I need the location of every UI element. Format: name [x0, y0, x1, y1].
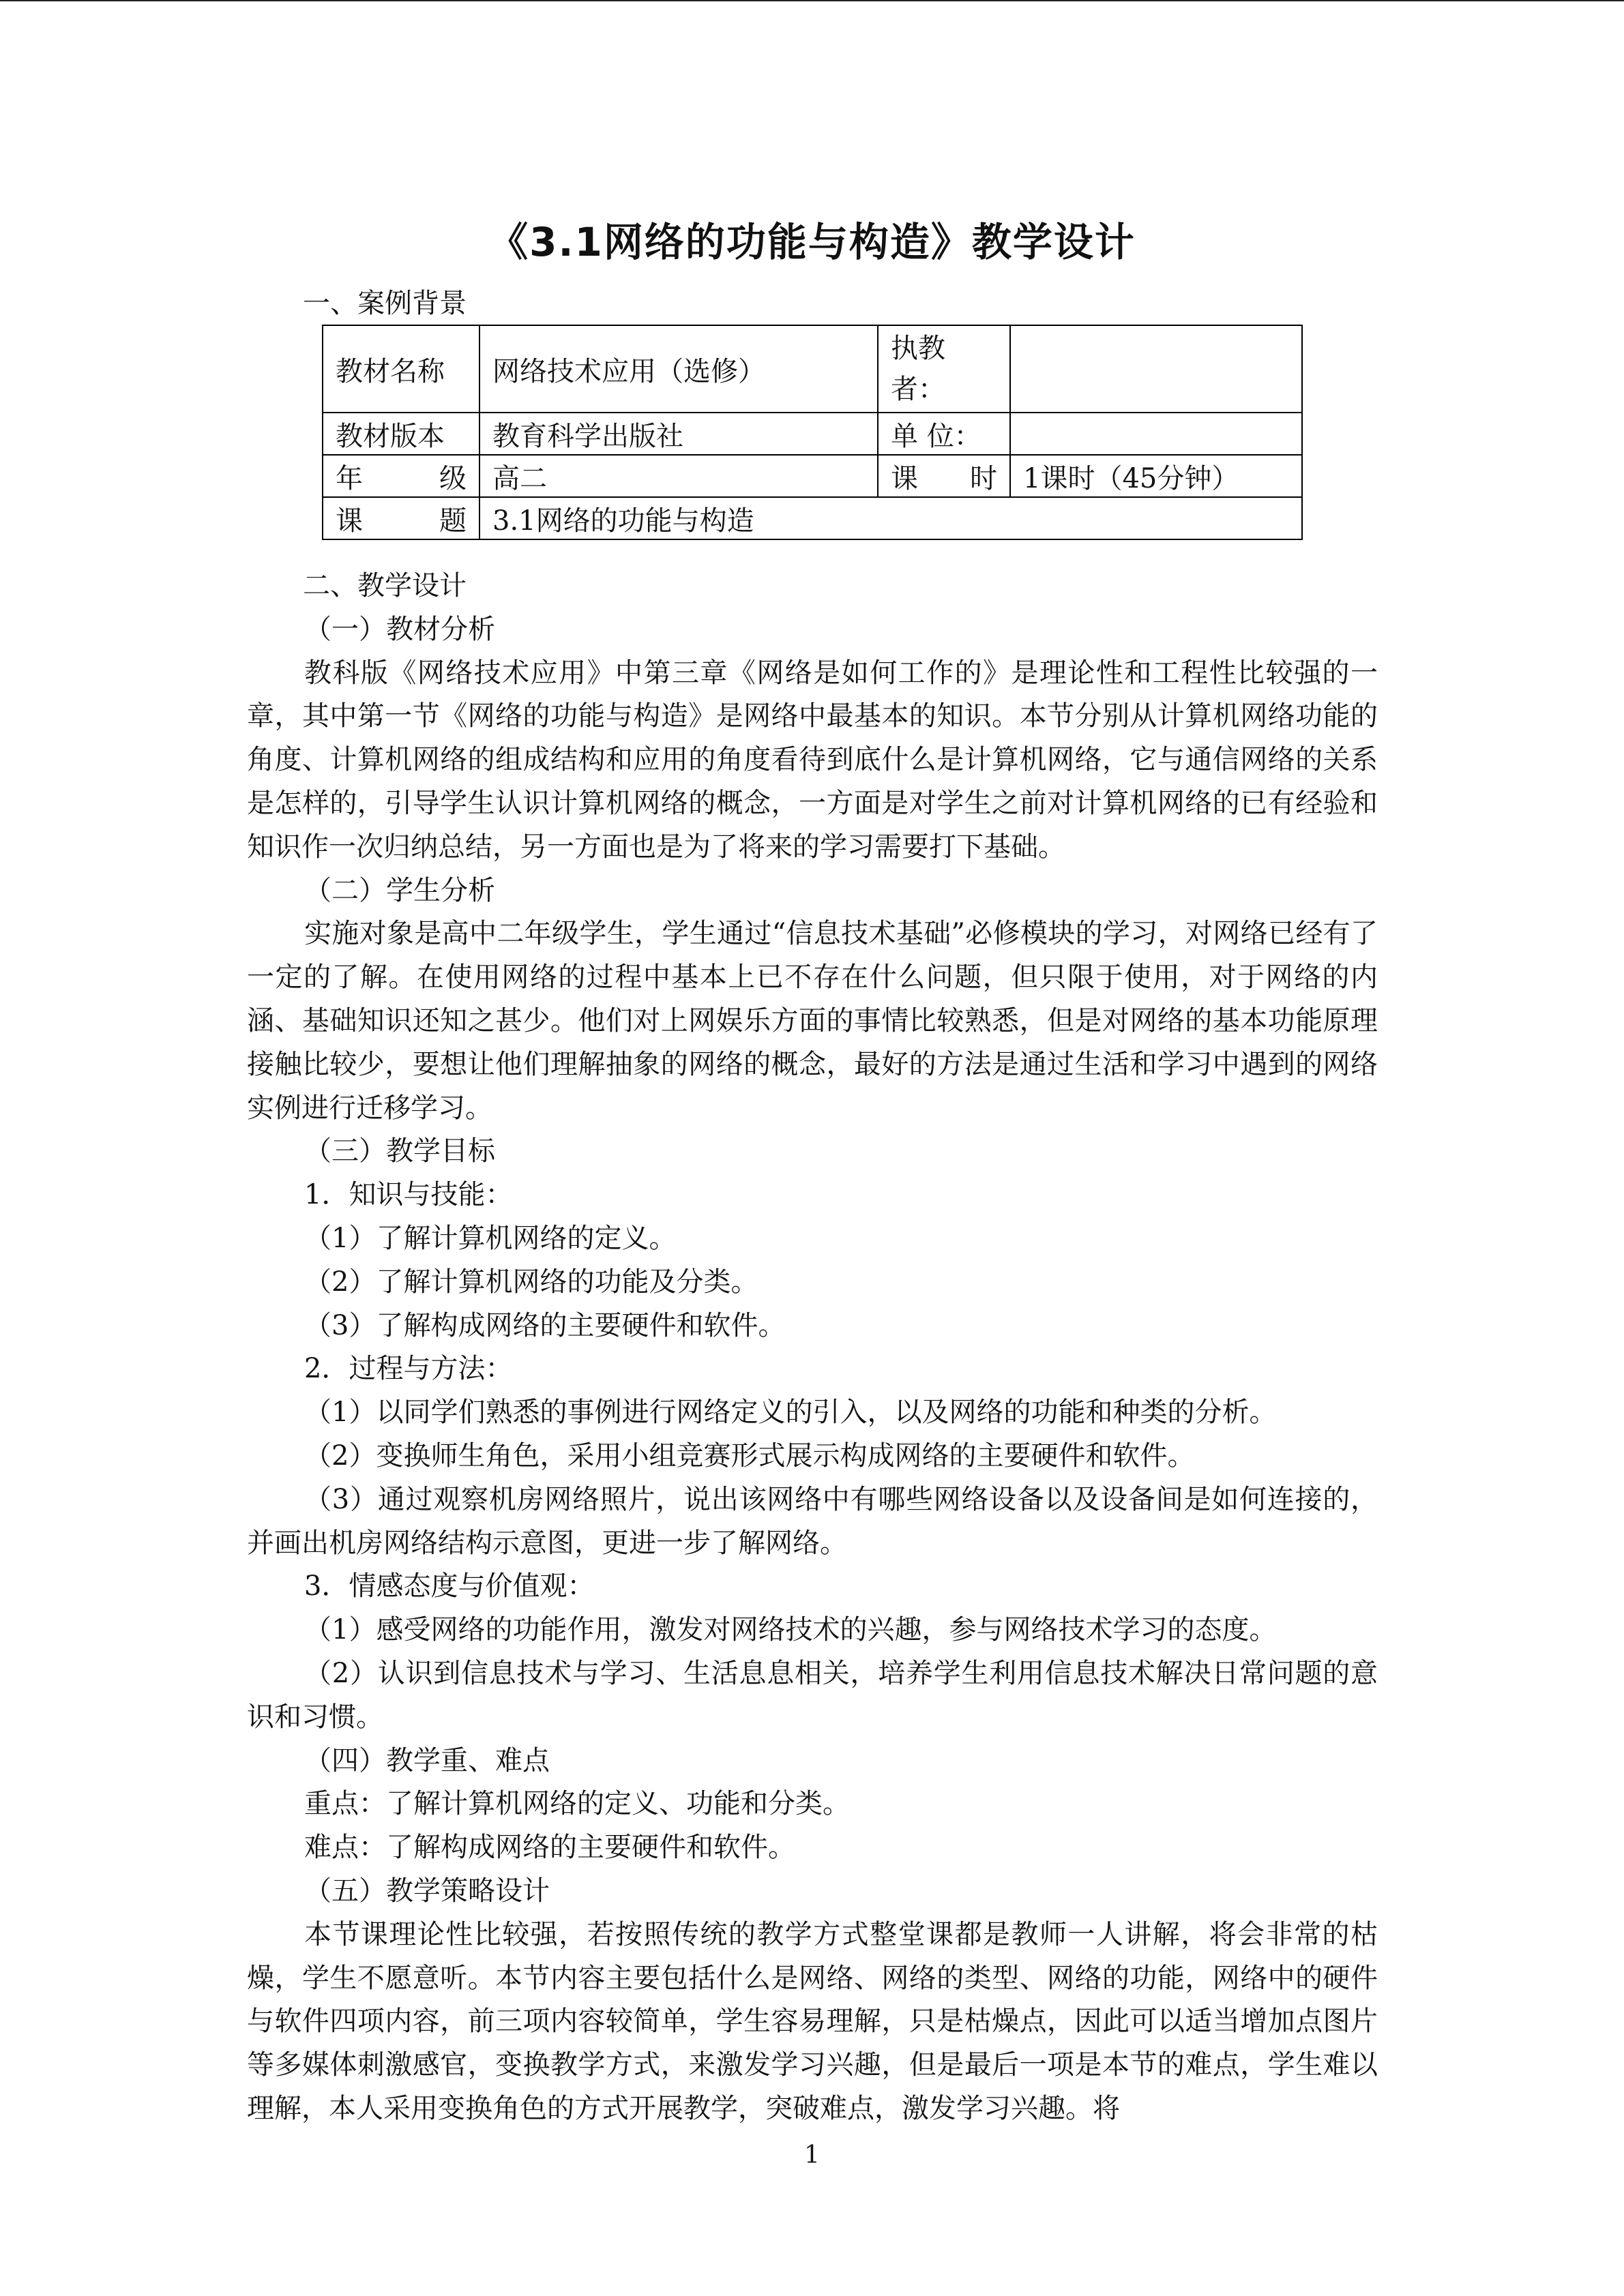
paragraph-material-analysis: 教科版《网络技术应用》中第三章《网络是如何工作的》是理论性和工程性比较强的一章，其中第一节《网络的功能与构造》是网络中最基本的知识。本节分别从计算机网络功能的角度、计算机网络的组成结构和应用的角度看待到底什么是计算机网络，它与通信网络的关系是怎样的，引导学生认识计算机网络的概念，一方面是对学生之前对计算机网络的已有经验和知识作一次归纳总结，另一方面也是为了将来的学习需要打下基础。 [247, 657, 1378, 863]
table-value-teacher [1010, 325, 1302, 413]
table-label-grade-part1: 年 [336, 462, 363, 494]
table-label-grade-part2: 级 [439, 462, 467, 494]
table-value-unit [1010, 413, 1302, 455]
paragraph-student-analysis: 实施对象是高中二年级学生，学生通过“信息技术基础”必修模块的学习，对网络已经有了一定的了解。在使用网络的过程中基本上已不存在什么问题，但只限于使用，对于网络的内涵、基础知识还知之甚少。他们对上网娱乐方面的事情比较熟悉，但是对网络的基本功能原理接触比较少，要想让他们理解抽象的网络的概念，最好的方法是通过生活和学习中遇到的网络实例进行迁移学习。 [247, 918, 1378, 1124]
table-label-unit: 单 位： [878, 413, 1010, 455]
subheading-key-points: （四）教学重、难点 [304, 1744, 550, 1776]
document-title: 《3.1网络的功能与构造》教学设计 [488, 219, 1136, 265]
table-label-textbook-name: 教材名称 [323, 325, 479, 413]
goal-heading-knowledge: 1．知识与技能： [304, 1179, 513, 1211]
goal-heading-process: 2．过程与方法： [304, 1353, 513, 1385]
table-label-grade [323, 455, 479, 497]
table-value-hours: 1课时（45分钟） [1010, 455, 1302, 497]
table-label-hours-part2: 时 [970, 462, 997, 494]
subheading-strategy: （五）教学策略设计 [304, 1875, 550, 1907]
table-row [323, 455, 1302, 497]
table-value-grade: 高二 [479, 455, 878, 497]
goal-item: （2）了解计算机网络的功能及分类。 [304, 1266, 758, 1298]
goal-item: （1）感受网络的功能作用，激发对网络技术的兴趣，参与网络技术学习的态度。 [304, 1614, 1277, 1646]
table-label-hours-part1: 课 [891, 462, 918, 494]
goal-item: （3）了解构成网络的主要硬件和软件。 [304, 1309, 786, 1341]
table-label-topic [323, 497, 479, 539]
key-point: 重点：了解计算机网络的定义、功能和分类。 [304, 1788, 850, 1820]
table-value-textbook-name: 网络技术应用（选修） [479, 325, 878, 413]
table-label-topic-part1: 课 [336, 505, 363, 537]
page-top-border [0, 0, 1624, 1]
subheading-material-analysis: （一）教材分析 [304, 613, 495, 645]
subheading-teaching-goals: （三）教学目标 [304, 1135, 495, 1167]
table-value-edition: 教育科学出版社 [479, 413, 878, 455]
table-label-topic-part2: 题 [439, 505, 467, 537]
table-row [323, 497, 1302, 539]
paragraph-strategy: 本节课理论性比较强，若按照传统的教学方式整堂课都是教师一人讲解，将会非常的枯燥，学生不愿意听。本节内容主要包括什么是网络、网络的类型、网络的功能，网络中的硬件与软件四项内容，前三项内容较简单，学生容易理解，只是枯燥点，因此可以适当增加点图片等多媒体刺激感官，变换教学方式，来激发学习兴趣，但是最后一项是本节的难点，学生难以理解，本人采用变换角色的方式开展教学，突破难点，激发学习兴趣。将 [247, 1918, 1378, 2124]
goal-heading-attitude: 3．情感态度与价值观： [304, 1570, 595, 1602]
goal-item: （3）通过观察机房网络照片，说出该网络中有哪些网络设备以及设备间是如何连接的，并画出机房网络结构示意图，更进一步了解网络。 [247, 1483, 1378, 1559]
difficult-point: 难点：了解构成网络的主要硬件和软件。 [304, 1832, 795, 1864]
goal-item: （1）以同学们熟悉的事例进行网络定义的引入，以及网络的功能和种类的分析。 [304, 1397, 1277, 1429]
goal-item: （2）认识到信息技术与学习、生活息息相关，培养学生利用信息技术解决日常问题的意识和习惯。 [247, 1657, 1378, 1733]
background-table [322, 325, 1303, 540]
table-row [323, 325, 1302, 413]
section-heading-design: 二、教学设计 [303, 570, 467, 601]
table-label-teacher: 执教者： [878, 325, 1010, 413]
document-body [247, 565, 1378, 2131]
table-label-edition: 教材版本 [323, 413, 479, 455]
table-label-hours [878, 455, 1010, 497]
subheading-student-analysis: （二）学生分析 [304, 874, 495, 906]
goal-item: （1）了解计算机网络的定义。 [304, 1222, 677, 1254]
page-number: 1 [804, 2141, 820, 2169]
table-row [323, 413, 1302, 455]
table-value-topic: 3.1网络的功能与构造 [479, 497, 1302, 539]
goal-item: （2）变换师生角色，采用小组竞赛形式展示构成网络的主要硬件和软件。 [304, 1440, 1195, 1472]
section-heading-background: 一、案例背景 [303, 288, 467, 319]
